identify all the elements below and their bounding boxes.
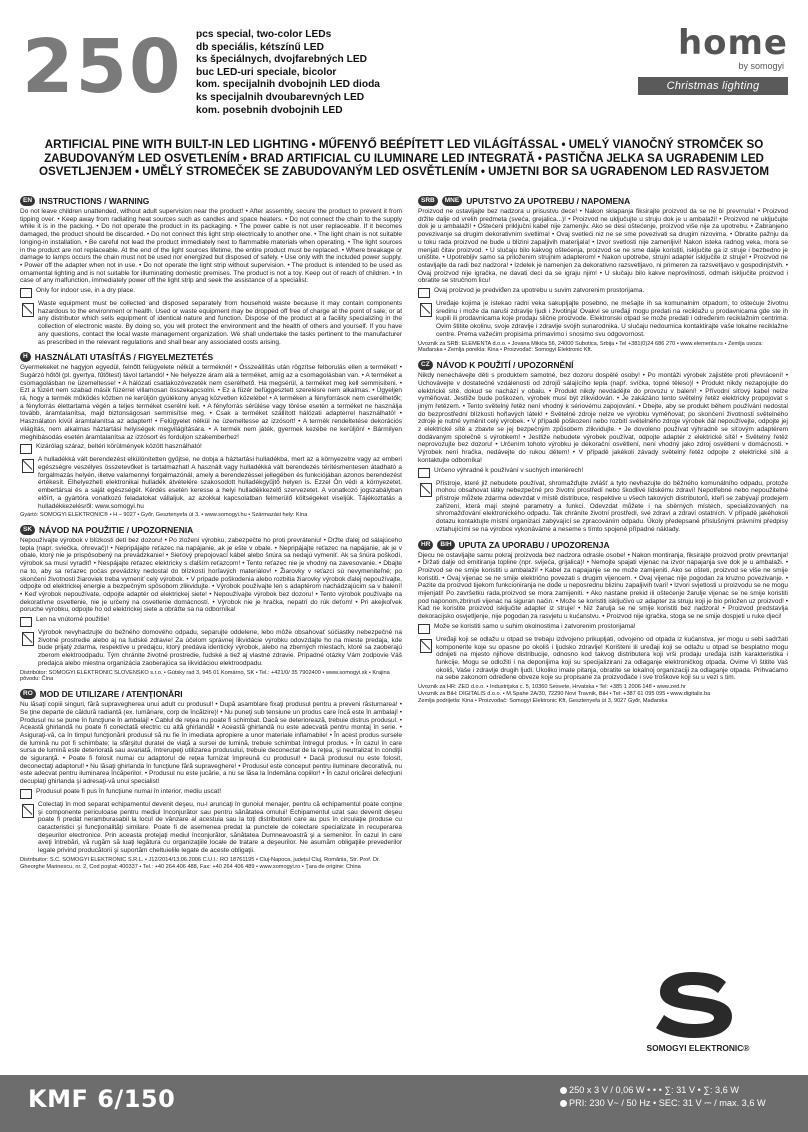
section-heading (20, 689, 402, 699)
section-heading (20, 196, 402, 206)
house-icon (418, 288, 430, 298)
distributor-info: Distribuitor: S.C. SOMOGYI ELEKTRONIC S.R.L. • J12/2014/13.06.2006 C.U.I.: RO 18761195 • Cluj-Napoca, judeţul Cluj, România, Str. Prof. Dr. Gheorghe Marinescu, nr. 2, Cod poştal: 400337 • Tel.: +40 264 406 488, Fax: +40 264 406 489 • www.somogyi.ro • Ţara de origine: China (20, 856, 381, 870)
somogyi-s-logo (648, 968, 744, 1040)
led-icon (560, 1087, 567, 1094)
section-heading-text: UPUTA ZA UPORABU / UPOZORENJA (458, 539, 610, 550)
language-badge: HR (418, 540, 433, 550)
section-hr (418, 540, 788, 705)
logo-christmas-banner: Christmas lighting (638, 77, 788, 95)
spec-line-2: PRI: 230 V~ / 50 Hz • SEC: 31 V ⎓ / max. 3,6 W (560, 1097, 766, 1110)
waste-note-text: Waste equipment must be collected and disposed separately from household waste because it may contain components hazardous to the environment or health. Used or waste equipment may be dropped off free of charge at the point of sale, or at any distributor which sells equipment of identical nature and function. Dispose of the product at a facility specializing in the collection of electronic waste. By doing so, you will protect the environment and the health of others and yourself. If you have any questions, contact the local waste management organization. We shall undertake the tasks pertinent to the manufacturer as prescribed in the relevant regulations and shall bear any associated costs arising. (38, 300, 402, 346)
count-lines (196, 29, 380, 117)
house-icon (20, 288, 32, 298)
distributor-info: Distribútor: SOMOGYI ELEKTRONIC SLOVENSKO s.r.o. • Gútsky rad 3, 945 01 Komárno, SK • Tel.: +421/0/ 35 7902400 • www.somogyi.sk • Krajina pôvodu: Čína (20, 669, 390, 683)
left-column (20, 196, 402, 876)
product-count: 250 (22, 24, 183, 110)
section-heading (20, 525, 402, 535)
distributor-info: Gyártó: SOMOGYI ELEKTRONIC® • H – 9027 • Győr, Gesztenyefa út 3. • www.somogyi.hu • Származási hely: Kína (20, 512, 308, 519)
crossed-bin-icon (418, 301, 432, 317)
product-title: ARTIFICIAL PINE WITH BUILT-IN LED LIGHTING • MŰFENYŐ BEÉPÍTETT LED VILÁGÍTÁSSAL • UMELÝ VIANOČNÝ STROMČEK SO ZABUDOVANÝM LED OSVETLENÍM • BRAD ARTIFICIAL CU ILUMINARE LED INTEGRATĂ • PASTIČNA JELKA SA UGRAĐENIM LED OSVETLJENJEM • UMĚLÝ STROMEČEK SE ZABUDOVANÝM LED OSVĚTLENÍM • UMJETNI BOR SA UGRAĐENOM LED RASVJETOM (39, 138, 769, 179)
indoor-note (20, 443, 402, 454)
waste-note-text: Colectaţi în mod separat echipamentul devenit deşeu, nu-l aruncaţi în gunoiul menajer, pentru că echipamentul poate conţine şi componente periculoase pentru mediul înconjurător sau pentru sănătatea omului! Echipamentul uzat sau devenit deşeu poate fi predat neramburasabil la locul de vânzare al acestuia sau la toţi distribuitorii care au pus în circulaţie produse cu caracteristici şi funcţionalităţi similare. Poate fi de asemenea predat la punctele de colectare specializate în recuperarea deşeurilor electronice. Prin aceasta protejaţi mediul înconjurător, sănătatea Dumneavoastră şi a semenilor. În cazul în care aveţi întrebări, vă rugăm să luaţi legătura cu organizaţiile locale de tratare a deşeurilor. Ne asumăm obligaţiile prevederilor legale privind producătorii şi suportăm cheltuielile legate de aceste obligaţii. (38, 800, 402, 855)
count-line: ks špeciálnych, dvojfarebných LED (196, 54, 367, 66)
instructions-text: Djecu ne ostavljajte samu pokraj proizvoda bez nadzora odrasle osobe! • Nakon montiranja, fiksirajte proizvod protiv prevrtanja! • Držati dalje od emitiranja topline (npr. svijeća, grijalica)! • Nemojte spajati vijenac na izvor napajanja sve dok je u ambalaži. • Proizvod se ne smije koristiti u ambalaži! • Kabel za napajanje se ne može zamijeniti. Ako se ošteti, proizvod se više ne smije koristiti. • Ovaj vijenac se ne smije električno povezati s drugim vijencem. • Ovaj vijenac nije pogodan za kruzno povezivanje. • Pazite da proizvod tijekom funkcioniranja ne dođe u neposrednu blizinu zapaljivih tvari! • Izvori svjetlosti u proizvodu se ne mogu mijenjati! Po završetku rada,proizvod se mora zamijeniti. • Ako nastane prekid ili oštećenje žarulje vijenac se ne smije koristiti pod naponom,zbrinuti vijenac na siguran način. • Može se koristiti isključivo uz adapter za struju koji je bio priložen uz proizvod! • Kad ne koristite proizvod isključite adapter iz struje! • Niz žarulja se ne smije koristiti bez nadzora! • Proizvod predstavlja dekoracijsko osvjetljenje, nije pogodan za rasvjetu u kućanstvu. • Proizvod nije igračka, stoga se ne smije dospjeti u ruke djeci! (418, 551, 788, 621)
waste-note-text: Výrobok nevyhadzujte do bežného domového odpadu, separujte oddelene, lebo môže obsahovať súčiastky nebezpečné na životné prostredie alebo aj na ľudské zdravie! Za účelom správnej likvidácie výrobku odovzdajte ho na mieste predaja, kde bude prijatý zdarma, respektíve u predajcu, ktorý predáva identický výrobok, alebo na zberných miestach, ktoré sa zaoberajú zberom elektroodpadu. Tým chránite životné prostredie, ľudské a tiež aj vlastné zdravie. Prípadné otázky Vám zodpovie Váš predajca alebo miestna organizácia zaoberajúca sa likvidáciou elektroodpadu. (38, 629, 402, 667)
section-h (20, 352, 402, 519)
waste-note-text: Přístroje, které již nebudete používat, shromažďujte zvlášť a tyto nevhazujte do běžného komunálního odpadu, protože mohou obsahovat látky nebezpečné pro životní prostředí nebo škodlivé lidskému zdraví! Nepotřebné nebo nepoužitelné přístroje můžete zdarma odevzdat v místě distribuce, respektive u všech takových distributorů, kteří se zabývají prodejem zařízení, která mají stejné parametry a funkci. Odevzdat můžete i na sběrných místech, specializovaných na shromažďování elektronického odpadu. Tak chráníte životní prostředí, své zdraví a zdraví ostatních. V případě jakéhokoli dotazu kontaktujte místní organizaci zabývající se zpracováním odpadu. Úkoly předepsané příslušnými právními předpisy vztahujícími se na výrobce vykonáváme a neseme s tímto spojené případné náklady. (436, 479, 788, 533)
section-heading-text: NÁVOD K POUŽITÍ / UPOZORNĚNÍ (436, 360, 574, 371)
house-icon (20, 789, 32, 799)
section-srb (418, 196, 788, 354)
indoor-note (418, 623, 788, 634)
section-heading-text: UPUTSTVO ZA UPOTREBU / NAPOMENA (466, 196, 631, 206)
waste-note (418, 480, 788, 534)
crossed-bin-icon (418, 637, 432, 653)
count-line: ks specijalnih dvoubarevných LED (196, 91, 365, 103)
crossed-bin-icon (20, 457, 34, 473)
plug-icon (560, 1100, 567, 1107)
indoor-note-text: Kizárólag száraz, beltéri körülmények között használható! (36, 443, 202, 451)
instructions-text: Do not leave children unattended, without adult supervision near the product! • After assembly, secure the product to prevent it from tipping over. • Keep away from radiating heat sources such as candles and space heaters. • Do not connect the chain to the supply while it is in the packing. • Do not operate the product in its packaging. • The power cable is not user replaceable. If it becomes damaged, the product should be discarded. • Do not connect this light strip electrically to another one. • The light chain is not suitable longing-in installation. • Be careful not lead the product immediately next to flammable materials when operating. • The light sources in the product are not replaceable. At the end of the light sources lifetime, the entire product must be replaced. • Where breakage or damage to lamps occurs the chain must not be used nor energized but disposed of safely. • Use only with the included power supply. • Power off the adapter when not in use. • Do not operate the light strip without supervision. • The product is intended to be used as ornamental lighting and is not suitable for illuminating domestic premises. The product is not a toy. Keep out of reach of children. • In case of any malfunction, immediately power off the light strip and seek the assistance of a specialist. (20, 208, 402, 285)
count-line: db speciális, kétszínű LED (196, 41, 324, 53)
indoor-note (418, 287, 788, 298)
waste-note (20, 629, 402, 668)
crossed-bin-icon (418, 481, 432, 497)
instructions-text: Nepoužívajte výrobok v blízkosti detí bez dozoru! • Po zložení výrobku, zabezpečte ho proti prevráteniu! • Držte ďalej od sálajúceho tepla (napr. sviečka, ohrevač)! • Nepripájajte reťazec na napájanie, ak je ešte v obale. • Nepripájajte reťazec na napájanie, ak je v obale, ktorý nie je prispôsobený na prevádzkanie! • Sieťový prepojovací kábel alebo šnúra sa nedajú vymeniť. Ak sa šnúra poškodí, výrobok sa musí vyradiť! • Nespájajte reťazec elektricky s ďalším reťazcom! • Tento reťazec nie je vhodný na zavesovanie. • Dbajte na to, aby sa reťazec počas prevádzky nedostal do blízkosti horľavých materiálov! • Žiarovky v reťazci sú nevymeniteľné; po skončení životnosti žiaroviek treba vymeniť celý výrobok. • V prípade poškodenia alebo rozbitia žiarovky výrobok ďalej nepoužívajte, odpojte od elektrickej energie a bezpečným spôsobom zlikvidujte. • Výrobok používajte len s adaptérom nachádzajúcim sa v balení! • Keď výrobok nepoužívate, odpojte adaptér od elektrickej siete! • Nepoužívajte výrobok bez dozoru! • Tento výrobok používajte na dekoratívne osvetlenie, nie je určený na osvetlenie domácností. • Výrobok nie je hračka, nepatrí do rúk deťom! • Pri akejkoľvek poruche výrobku, odpojte ho od elektrickej siete a obráťte sa na odborníka! (20, 537, 402, 614)
waste-note-text: Uređaji koji se odlažu u otpad se trebaju izdvojeno prikupljati, odvojeno od otpada iz kućanstva, jer mogu u sebi sadržati komponente koje su opasne po okoliš i ljudsko zdravlje! Korišteni ili uređaji koji se odlažu u otpad se besplatno mogu odnijeti na mjesto njihove distribucije, odnosno kod takvog distributera koji vrši prodaju uređaja istih karakteristika i funkcije. Mogu se odložiti i na deponijima koji su specijalizirani za odlaganje elektroničkog otpada. Ovime Vi štitite Vaš okoliš, Vaše i zdravlje drugih ljudi. Ukoliko imate pitanja, obratite se lokalnoj organizaciji za odlaganje otpada. Prihvaćamo na sebe zakonom određene obveze koje su propisane za proizvođače i sve troškove koji su u vezi s tim. (436, 635, 788, 682)
house-icon (20, 617, 32, 627)
waste-note (20, 801, 402, 855)
home-logo (638, 23, 788, 95)
indoor-note-text: Only for indoor use, in a dry place. (36, 287, 135, 295)
section-heading (20, 352, 402, 362)
waste-note-text: Uređaje kojima je istekao radni veka sakupljajte posebno, ne mešajte ih sa komunalnim otpadom, to oštećuje životnu sredinu i može da naruši zdravlje ljudi i životinja! Ovakvi se uređaji mogu predati na reciklažu u prodavnicama gde ste ih kupili ili prodavnicama koje prodaju slične proizvode. Elektronski otpad se može predati i određenim reciklažnim centrima. Ovim štitite okolinu, svoje zdravlje i zdravlje svojih sunarodnika. U slučaju nedoumica kontaktirajte vaše lokalne reciklažne centre. Prema važećim propisima primavimo i snosimo svu odgovornost. (436, 300, 788, 338)
language-badge: EN (20, 196, 35, 206)
brand-name: SOMOGYI ELEKTRONIC® (646, 1043, 750, 1053)
waste-note (20, 456, 402, 510)
language-badge: RO (20, 689, 36, 699)
house-icon (20, 444, 32, 454)
count-line: kom. specijalnih dvobojnih LED dioda (196, 79, 380, 91)
waste-note (418, 300, 788, 339)
section-heading-text: MOD DE UTILIZARE / ATENŢIONĂRI (39, 689, 183, 700)
indoor-note-text: Ovaj proizvod je predviđen za upotrebu u suvim zatvorenim prostorijama. (434, 287, 645, 295)
section-cz (418, 360, 788, 533)
logo-home-text: home (677, 23, 788, 63)
instructions-text: Proizvod ne ostavljajte bez nadzora u prisustvu dece! • Nakon sklapanja fiksirajte proizvod da se ne bi prevrnula! • Proizvod držite dalje od vrelih predmeta (sveća, grejalica...)! • Proizvod ne uključujte u struju dok je u ambalaži! • Proizvod ne uključujte dok je u ambalaži! • Oštećeni priključni kabel nije zamenjiv. Ako se desi oštećenje, proizvod više nije za upotrebu. • Zabranjeno povezivanje sa drugim dekorativnim svetlima! • Ovaj svetleći niz ne se sme povezivati sa drugim nizovima. • Obratite pažnju da u toku rada proizvod ne bude u blizini zapaljivih materijala! • Izvor svetlosti nije zamenljivi! Nakon isteka radnog veka, mora se menjati čitav proizvod. • U slučaju bilo kakvog oštećenja, proizvod se ne sme dalje koristiti, isključite ga iz struje i bezbedno je uništite. • Upotrebljiv samo sa priloženim strujnim adapterom! • Nakon upotrebe, strujni adapter isključite iz struje! • Proizvod ne ostavljajte da radi bez nadzora! • Izdelek je namenjen za dekorativno razsvetljavo, ni primeren za razsvetljavo v gospodinjstvih. • Ovaj proizvod nije igračka, ne davati deci da se igraju njim! • U slučaju bilo kakve neprovilnosti, odmah isključite proizvod i obratite se stručnom licu! (418, 208, 788, 285)
count-line: kom. posebnih dvobojnih LED (196, 104, 343, 116)
logo-by-text: by somogyi (738, 61, 784, 71)
language-badge-2: BIH (437, 540, 454, 550)
waste-note-text: A hulladékká vált berendezést elkülönítetten gyűjtse, ne dobja a háztartási hulladékba, mert az a környezetre vagy az emberi egészségre veszélyes összetevőket is tartalmazhat! A használt vagy hulladékká vált berendezés térítésmentesen átadható a forgalmazás helyén, illetve valamennyi forgalmazónál, amely a berendezéssel jellegében és funkciójában azonos berendezést értékesít. Elhelyezheti elektronikai hulladék átvételére szakosodott hulladékgyűjtő helyen is. Ezzel Ön védi a környezetet, embertársai és a saját egészségét. Kérdés esetén keresse a helyi hulladékkezelő szervezetet. A vonatkozó jogszabályban előírt, a gyártóra vonatkozó feladatokat vállaljuk, az azokkal kapcsolatban felmerülő költségeket viseljük. Tájékoztatás a hulladékkezelésről: www.somogyi.hu (38, 456, 402, 510)
count-line: pcs special, two-color LEDs (196, 29, 332, 40)
section-heading-text: INSTRUCTIONS / WARNING (39, 196, 150, 206)
language-badge: H (20, 352, 31, 362)
model-number: KMF 6/150 (28, 1085, 176, 1113)
house-icon (418, 624, 430, 634)
instructions-text: Gyermekeket ne hagyjon egyedül, felnőtt felügyelete nélkül a terméknél! • Összeállítás után rögzítse felborulás ellen a terméket! • Sugárzó hőtől (pl. gyertya, fűtőtest) távol tartandó! • Ne helyezze áram alá a terméket, amíg az a csomagolásban van. • A terméket a csomagolásban ne üzemeltesse! • A hálózati csatlakozóvezeték nem cserélhető. Ha megsérül, a terméket meg kell semmisíteni. • Ezt a füzért nem szabad másik füzérrel villamosan összekapcsolni. • Ez a füzér befüggesztett szerelésre nem alkalmas. • Ügyeljen rá, hogy a termék működés közben ne kerüljön gyúlékony anyag közvetlen közelébe! • A terméken a fényforrások nem cserélhetők; a fényforrás élettartama végén a teljes terméket cserélni kell. • A fényforrás sérülése vagy törése esetén a terméket ne használja tovább, áramtalanítsa, majd biztonságosan semmisítse meg. • Csak a terméket szállított hálózati adapterrel használható! • Használaton kívül áramtalanítsa az adaptert! • Felügyelet nélkül ne üzemeltesse az izzósort! • A termék rendeltetése dekorációs világítás, nem alkalmas háztartási helyiségek megvilágítására. • A termék nem játék, gyermek kezébe ne kerüljön! • Bármilyen meghibásodás esetén áramtalanítsa az izzósort és forduljon szakemberhez! (20, 364, 402, 441)
crossed-bin-icon (20, 802, 34, 818)
indoor-note (418, 467, 788, 478)
indoor-note-text: Len na vnútorné použitie! (36, 616, 109, 624)
indoor-note-text: Može se koristiti samo u suhim okolnostima i zatvorenim prostorijama! (434, 622, 636, 630)
language-badge: CZ (418, 360, 433, 370)
right-column (418, 196, 788, 710)
language-badge-2: MNE (442, 196, 462, 206)
footer-bar (0, 1075, 808, 1132)
section-en (20, 196, 402, 346)
crossed-bin-icon (20, 301, 34, 317)
indoor-note-text: Produsul poate fi pus în funcţiune numai în interior, mediu uscat! (36, 787, 221, 795)
crossed-bin-icon (20, 630, 34, 646)
spec-line-1: 250 x 3 V / 0,06 W • • • ∑: 31 V • ∑: 3,6 W (560, 1084, 766, 1097)
section-heading-text: HASZNÁLATI UTASÍTÁS / FIGYELMEZTETÉS (34, 352, 214, 363)
indoor-note (20, 788, 402, 799)
section-sk (20, 525, 402, 683)
waste-note (20, 300, 402, 346)
section-ro (20, 689, 402, 870)
count-line: buc LED-uri speciale, bicolor (196, 66, 337, 78)
spec-block (560, 1084, 766, 1110)
instructions-text: Nikdy nenechávejte děti s produktem samotné, bez dozoru dospělé osoby! • Po montáži výrobek zajistěte proti převrácení! • Uchovávejte v dostatečné vzdálenosti od zdrojů sálajícího tepla (např. svíčka, topné těleso)! • Produkt nikdy nezapojujte do elektrické sítě, dokud se nachází v obalu. • Produkt nikdy nevdádějte do provozu v balení! • Přívodní síťový kabel nelze vyměňovat. Jestliže bude poškozen, výrobek musí být zlikvidován. • Je zakázáno tento světelný řetěz elektricky propojovat s jiným řetězem. • Tento světelný řetěz není vhodný k sériovému zapojování. • Dbejte, aby se produkt během používání nedostal do bezprostřední blízkosti hořlavých látek! • Světelné zdroje nelze ve výrobku vyměňovat; po skončení životnosti světelného zdroje je nutné vyměnit celý výrobek. • V případě poškození nebo rozbití světelného zdroje výrobek dál nepoužívejte, odpojte jej z elektrické sítě a zbavte se jej bezpečným způsobem zlikvidujte. • Je dovoleno používat výhradně se síťovým adaptérem dodávaným společně s výrobkem! • Jestliže nebudete výrobek používat, odpojte adaptér z elektrické sítě! • Světelný řetěz neprovozujte bez dozoru! • Určením tohoto výrobku je dekorační osvětlení, není vhodný jako zdroj osvětlení v domácnosti. • Výrobek není hračka, nedávejte do rukou dětem! • V případě jakékoli závady světelný řetěz odpojte z elektrické sítě a kontaktujte odborníka! (418, 372, 788, 464)
section-heading-text: NÁVOD NA POUŽITIE / UPOZORNENIA (39, 525, 194, 535)
distributor-info: Uvoznik za SRB: ELEMENTA d.o.o. • Jovana Mikića 56, 24000 Subotica, Srbija • Tel +381(0)24 686 270 • www.elementa.rs • Zemlja uvoza: Mađarska • Zemlja porekla: Kina • Proizvođač: Somogyi Elektronic Kft. (418, 340, 763, 354)
section-heading (418, 360, 788, 370)
distributor-info: Uvoznik za HR: ZED d.o.o. • Industrijska c. 5, 10360 Sesvete, Hrvatska • Tel: +385 1 2006 148 • www.zed.hr Uvoznik za BiH: DIGITALIS d.o.o. • M.Spahe 2A/30, 72290 Novi Travnik, BiH • Tel: +387 61 095 095 • www.digitalis.ba Zemlja podrijetla: Kina • Proizvođač: Somogyi Elektronic Kft, Gesztenyefa út 3, 9027 Győr, Mađarska (418, 684, 711, 704)
waste-note (418, 636, 788, 682)
instructions-text: Nu lăsaţi copiii singuri, fără supravegherea unui adult cu produsul! • După asamblare fixaţi produsul pentru a preveni răsturnarea! • Se ţine departe de căldură radiantă (ex. lumânare, corp de încălzire)! • Nu puneţi sub tensiune un produs care încă este în ambalaj! • Produsul nu se pune în funcţiune în ambalaj! • Cablul de reţea nu poate fi schimbat. Dacă se deteriorează, trebuie distrus produsul. • Această ghirlandă nu poate fi conectată electric cu altă ghirlandă! • Această ghirlandă nu este adecvată pentru montaj în serie. • Asiguraţi-vă, ca în timpul funcţionării produsul să nu fie în imediata apropiere a unor materiale inflamabile! • În acest produs sursele de lumină nu pot fi schimbate; la sfârşitul duratei de viaţă a sursei de lumină, trebuie schimbat întregul produs. • În cazul în care sursa de lumină este deteriorată sau avariată, întrerupeţi utilizarea produsului, trebuie deconectat de la reţea, şi neutralizat în condiţii de siguranţă. • Poate fi folosit numai cu adaptorul de reţea furnizat împreună cu produsul! • Dacă produsul nu este folosit, deconectaţi adaptorul! • Nu lăsaţi ghirlanda în funcţiune fără supraveghere! • Produsul este conceput pentru iluminare decorativă, nu este adecvat pentru iluminarea încăperilor. • Produsul nu este jucărie, a nu se lăsa la îndemâna copiilor! • În cazul oricărei defecţiuni decuplaţi ghirlanda şi adresaţi-vă unui specialist! (20, 701, 402, 786)
section-heading (418, 196, 788, 206)
indoor-note-text: Určeno výhradně k používání v suchých interiérech! (434, 466, 584, 474)
indoor-note (20, 287, 402, 298)
section-heading (418, 540, 788, 550)
language-badge: SRB (418, 196, 438, 206)
house-icon (418, 468, 430, 478)
indoor-note (20, 616, 402, 627)
language-badge: SK (20, 525, 35, 535)
